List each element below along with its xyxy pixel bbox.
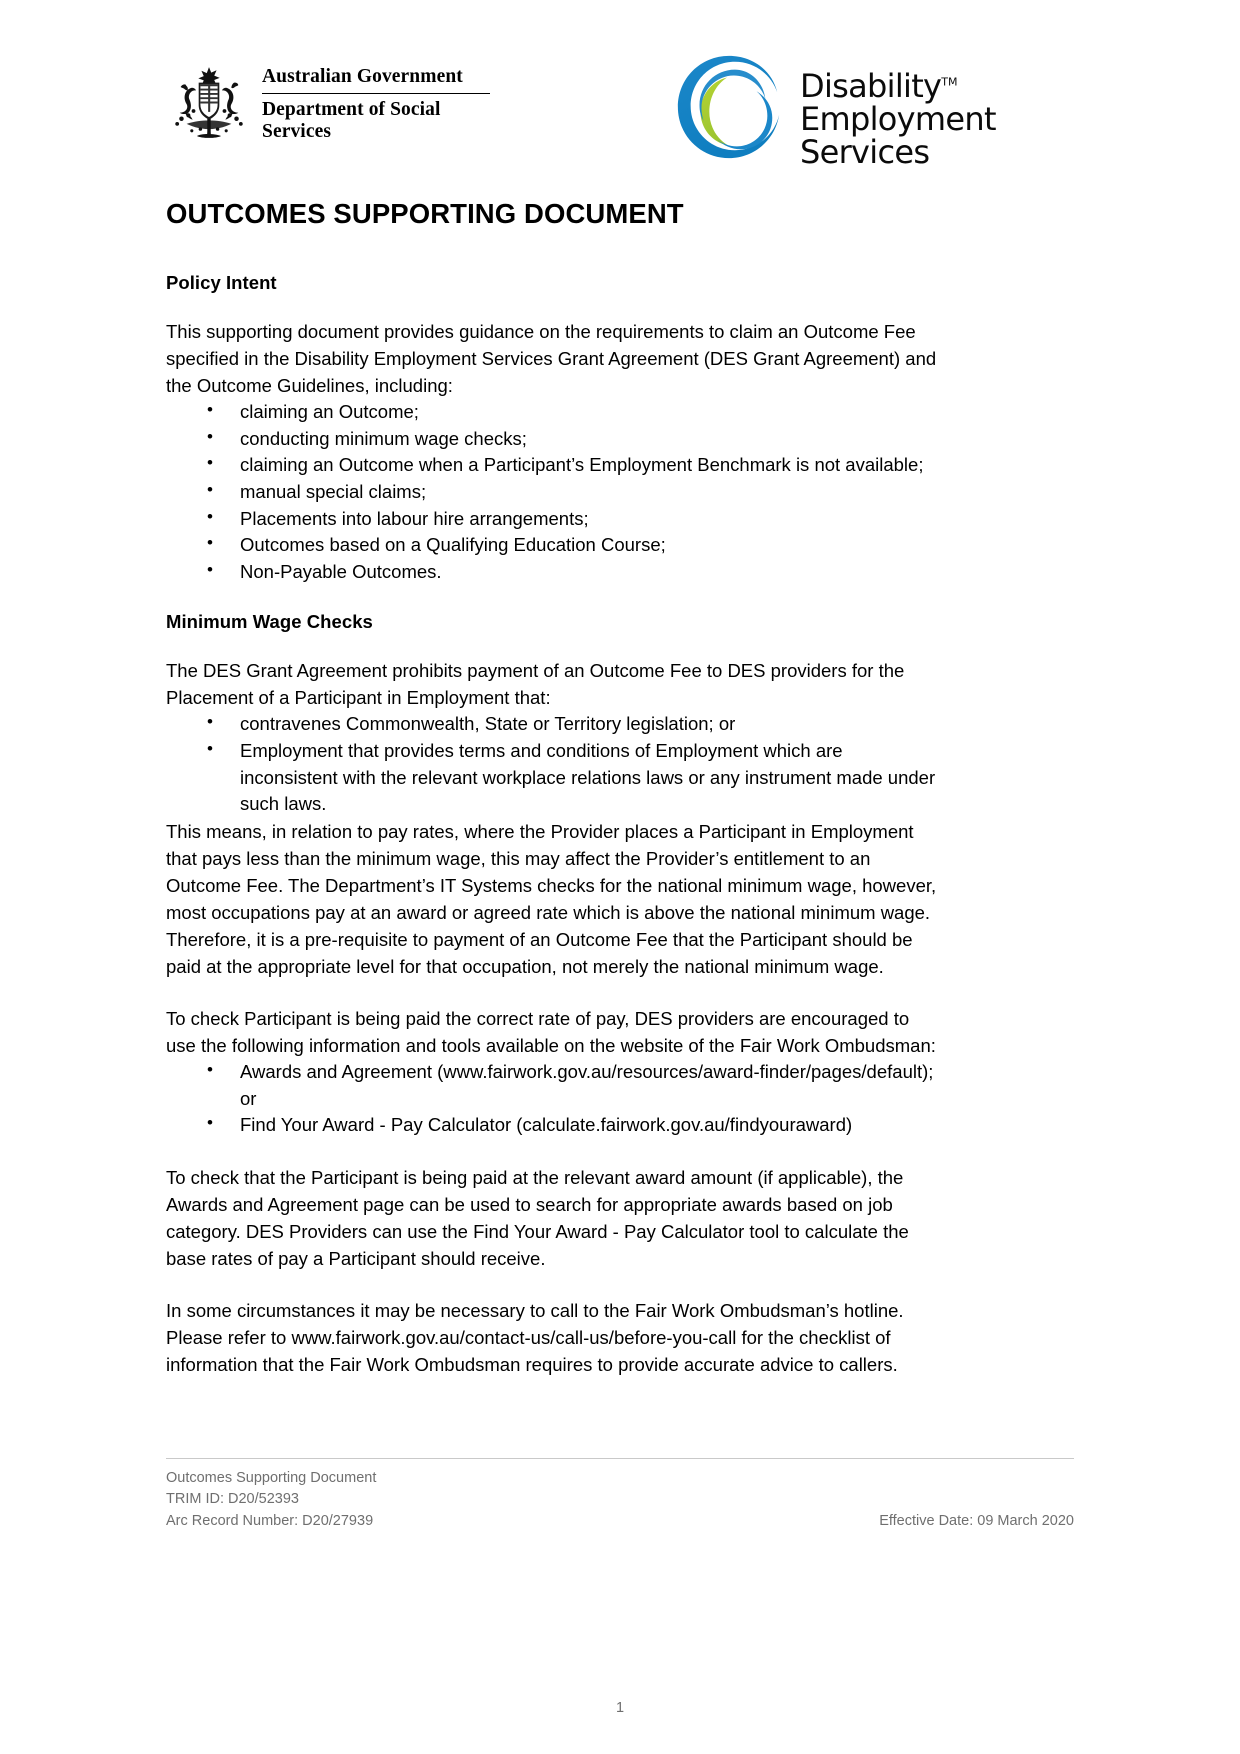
footer-arc-record: Arc Record Number: D20/27939	[166, 1512, 374, 1529]
trademark-symbol: TM	[941, 75, 958, 89]
list-item: • Find Your Award - Pay Calculator (calculate.fairwork.gov.au/findyouraward)	[166, 1112, 941, 1139]
section-heading-minimum-wage-checks: Minimum Wage Checks	[166, 611, 373, 633]
list-item: • Employment that provides terms and conditions of Employment which are inconsistent with the relevant workplace relations laws or any instrument made under such laws.	[166, 738, 941, 818]
minimum-wage-paragraph-4: In some circumstances it may be necessary to call to the Fair Work Ombudsman’s hotline. Please refer to www.fairwork.gov.au/contact-us/call-us/before-you-call for the checklist of information that the Fair Work Ombudsman requires to provide accurate advice to callers.	[166, 1299, 904, 1375]
gov-wordmark-line1: Australian Government	[262, 66, 490, 93]
document-header	[0, 48, 1240, 178]
footer-trim-id: TRIM ID: D20/52393	[166, 1491, 299, 1508]
list-item: • claiming an Outcome when a Participant’s Employment Benchmark is not available;	[166, 452, 941, 479]
page-number: 1	[615, 1700, 625, 1716]
document-body	[166, 198, 941, 1378]
disability-employment-services-logo	[668, 48, 996, 171]
list-item: • manual special claims;	[166, 479, 941, 506]
minimum-wage-paragraph-3: To check that the Participant is being paid at the relevant award amount (if applicable), the Awards and Agreement page can be used to search for appropriate awards based on job category. DES Providers can use the Find Your Award - Pay Calculator tool to calculate the base rates of pay a Participant should receive.	[166, 1166, 909, 1269]
page-title: OUTCOMES SUPPORTING DOCUMENT	[166, 198, 684, 229]
footer-meta-row	[166, 1468, 1074, 1532]
minimum-wage-paragraph-2: To check Participant is being paid the correct rate of pay, DES providers are encouraged to use the following information and tools available on the website of the Fair Work Ombudsman:	[166, 1007, 936, 1056]
list-item: • conducting minimum wage checks;	[166, 426, 941, 453]
des-wordmark	[800, 67, 996, 171]
gov-wordmark-line2: Department of Social Services	[262, 98, 441, 143]
minimum-wage-paragraph-1: This means, in relation to pay rates, where the Provider places a Participant in Employment that pays less than the minimum wage, this may affect the Provider’s entitlement to an Outcome Fee. The Department’s IT Systems checks for the national minimum wage, however, most occupations pay at an award or agreed rate which is above the national minimum wage. Therefore, it is a pre-requisite to payment of an Outcome Fee that the Participant should be paid at the appropriate level for that occupation, not merely the national minimum wage.	[166, 820, 937, 977]
des-wordmark-line2: Employment	[800, 99, 996, 138]
minimum-wage-intro: The DES Grant Agreement prohibits payment of an Outcome Fee to DES providers for the Placement of a Participant in Employment that:	[166, 660, 905, 709]
government-wordmark	[262, 66, 490, 143]
footer-divider	[166, 1458, 1074, 1459]
policy-intent-bullet-list	[166, 399, 941, 585]
footer-effective-date: Effective Date: 09 March 2020	[879, 1512, 1074, 1529]
document-footer	[166, 1458, 1074, 1532]
des-wordmark-line3: Services	[800, 132, 930, 171]
list-item: • Non-Payable Outcomes.	[166, 559, 941, 586]
footer-left-meta	[166, 1468, 376, 1532]
section-heading-policy-intent: Policy Intent	[166, 272, 277, 293]
fair-work-tools-bullet-list	[166, 1059, 941, 1139]
des-swoosh-circle-icon	[668, 48, 790, 166]
australian-coat-of-arms-icon	[166, 62, 252, 148]
list-item: • Awards and Agreement (www.fairwork.gov.au/resources/award-finder/pages/default); or	[166, 1059, 941, 1112]
list-item: • Outcomes based on a Qualifying Education Course;	[166, 532, 941, 559]
footer-doc-name: Outcomes Supporting Document	[166, 1470, 377, 1486]
des-wordmark-line1: Disability	[800, 67, 942, 105]
list-item: • claiming an Outcome;	[166, 399, 941, 426]
section-spacer	[166, 585, 941, 611]
minimum-wage-bullet-list	[166, 711, 941, 818]
australian-government-logo	[166, 62, 490, 148]
policy-intent-intro: This supporting document provides guidance on the requirements to claim an Outcome Fee specified in the Disability Employment Services Grant Agreement (DES Grant Agreement) and the Outcome Guidelines, including:	[166, 321, 937, 396]
list-item: • contravenes Commonwealth, State or Territory legislation; or	[166, 711, 941, 738]
list-item: • Placements into labour hire arrangements;	[166, 506, 941, 533]
